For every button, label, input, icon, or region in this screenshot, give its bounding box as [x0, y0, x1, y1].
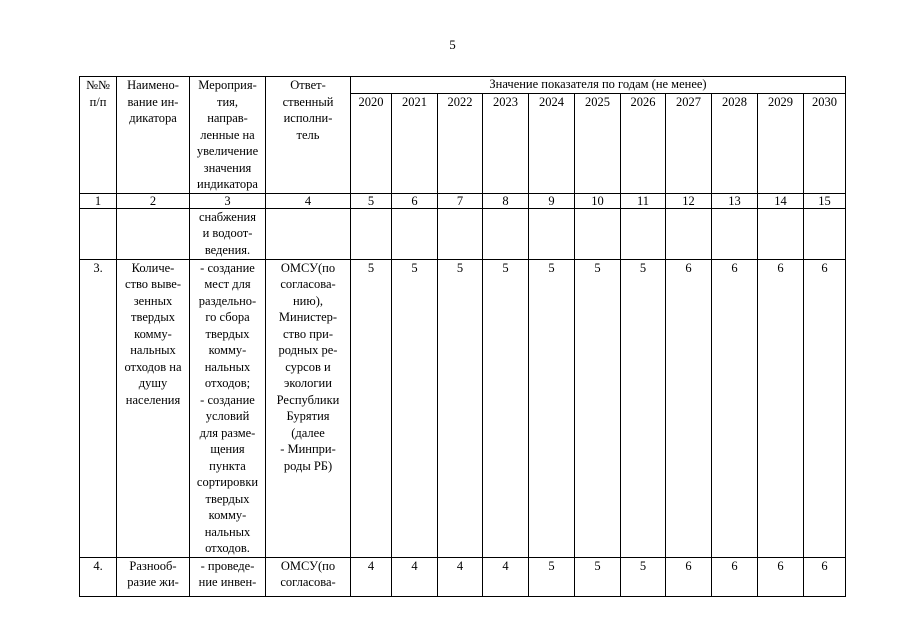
row-value: 6	[804, 557, 846, 596]
row-value: 6	[712, 259, 758, 557]
column-number: 2	[117, 193, 190, 208]
row-value: 5	[621, 259, 666, 557]
row-indicator-name	[117, 208, 190, 259]
header-year: 2027	[666, 93, 712, 193]
row-value: 6	[758, 259, 804, 557]
header-num: №№ п/п	[80, 77, 117, 194]
row-value: 5	[392, 259, 438, 557]
column-number: 15	[804, 193, 846, 208]
column-number: 7	[438, 193, 483, 208]
row-executor: ОМСУ(по согласова- нию), Министер- ство при- родных ре- сурсов и экологии Республики Бурятия (далее - Минпри- роды РБ)	[266, 259, 351, 557]
column-number: 3	[190, 193, 266, 208]
column-number-row	[80, 193, 846, 208]
column-number: 14	[758, 193, 804, 208]
row-num: 4.	[80, 557, 117, 596]
row-value: 4	[483, 557, 529, 596]
row-value	[804, 208, 846, 259]
header-year: 2030	[804, 93, 846, 193]
row-value	[483, 208, 529, 259]
header-year: 2021	[392, 93, 438, 193]
row-value: 5	[438, 259, 483, 557]
column-number: 10	[575, 193, 621, 208]
row-value	[621, 208, 666, 259]
indicator-table	[79, 76, 846, 597]
table-row-continuation	[80, 208, 846, 259]
row-executor	[266, 208, 351, 259]
column-number: 11	[621, 193, 666, 208]
row-measures: - создание мест для раздельно- го сбора твердых комму- нальных отходов; - создание условий для разме- щения пункта сортировки твердых комму- нальных отходов.	[190, 259, 266, 557]
header-year: 2024	[529, 93, 575, 193]
row-value: 6	[758, 557, 804, 596]
row-value: 6	[666, 259, 712, 557]
row-value	[712, 208, 758, 259]
header-name: Наимено- вание ин- дикатора	[117, 77, 190, 194]
row-value: 6	[712, 557, 758, 596]
row-value: 5	[529, 259, 575, 557]
row-value	[758, 208, 804, 259]
column-number: 6	[392, 193, 438, 208]
row-measures: снабжения и водоот- ведения.	[190, 208, 266, 259]
header-year: 2020	[351, 93, 392, 193]
row-executor: ОМСУ(по согласова-	[266, 557, 351, 596]
header-year: 2022	[438, 93, 483, 193]
column-number: 4	[266, 193, 351, 208]
row-value: 4	[351, 557, 392, 596]
row-value: 5	[575, 259, 621, 557]
row-value: 4	[438, 557, 483, 596]
row-value: 6	[804, 259, 846, 557]
row-value	[575, 208, 621, 259]
header-year: 2028	[712, 93, 758, 193]
row-value: 5	[575, 557, 621, 596]
column-number: 13	[712, 193, 758, 208]
header-year: 2029	[758, 93, 804, 193]
row-value: 5	[621, 557, 666, 596]
header-row-1	[80, 77, 846, 94]
column-number: 12	[666, 193, 712, 208]
column-number: 1	[80, 193, 117, 208]
table-row-3	[80, 259, 846, 557]
column-number: 5	[351, 193, 392, 208]
row-value: 4	[392, 557, 438, 596]
row-value: 5	[529, 557, 575, 596]
row-measures: - проведе- ние инвен-	[190, 557, 266, 596]
row-value: 6	[666, 557, 712, 596]
header-year: 2025	[575, 93, 621, 193]
row-num: 3.	[80, 259, 117, 557]
header-measures: Мероприя- тия, направ- ленные на увеличение значения индикатора	[190, 77, 266, 194]
header-year: 2023	[483, 93, 529, 193]
row-num	[80, 208, 117, 259]
row-value	[529, 208, 575, 259]
row-value	[392, 208, 438, 259]
row-value	[438, 208, 483, 259]
row-indicator-name: Количе- ство выве- зенных твердых комму- нальных отходов на душу населения	[117, 259, 190, 557]
column-number: 8	[483, 193, 529, 208]
row-value: 5	[483, 259, 529, 557]
row-indicator-name: Разнооб- разие жи-	[117, 557, 190, 596]
page-number: 5	[449, 37, 456, 52]
table-row-4	[80, 557, 846, 596]
row-value: 5	[351, 259, 392, 557]
header-values-group: Значение показателя по годам (не менее)	[351, 77, 846, 94]
row-value	[351, 208, 392, 259]
row-value	[666, 208, 712, 259]
header-year: 2026	[621, 93, 666, 193]
header-executor: Ответ- ственный исполни- тель	[266, 77, 351, 194]
column-number: 9	[529, 193, 575, 208]
